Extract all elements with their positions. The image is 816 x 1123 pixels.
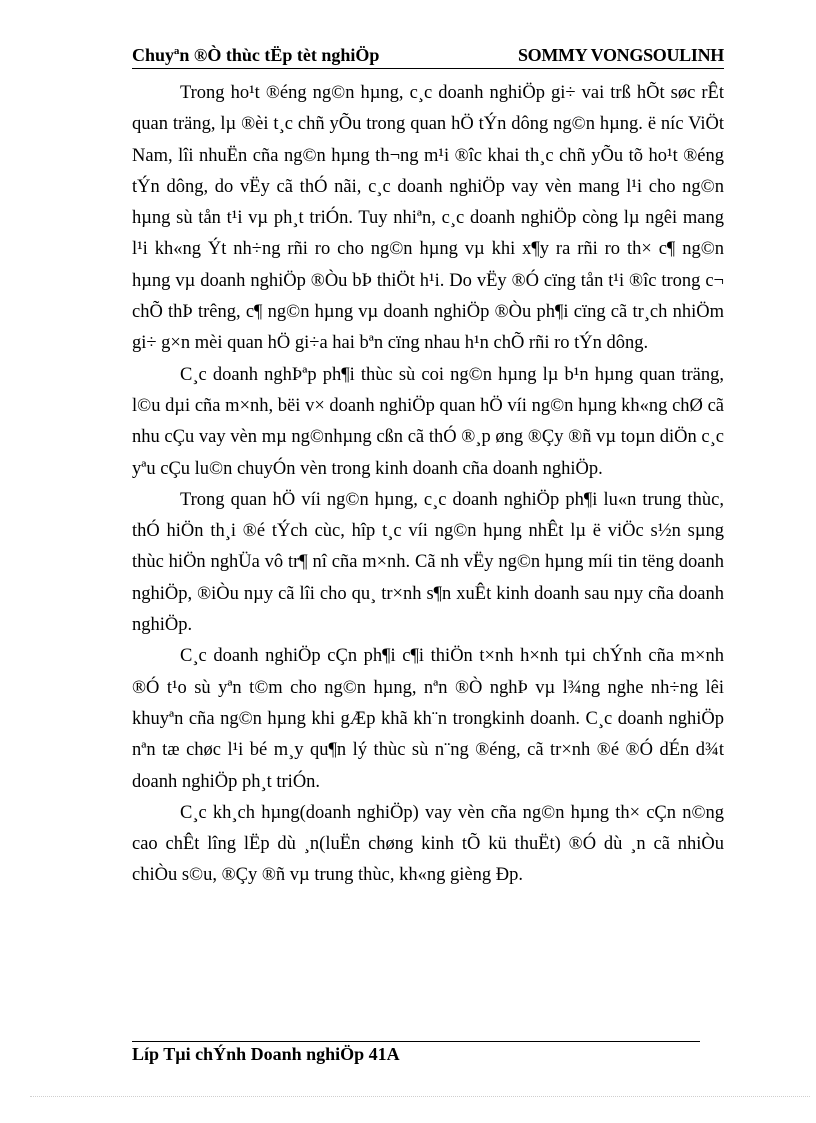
paragraph-2: C¸c doanh nghÞªp ph¶i thùc sù coi ng©n hµng lµ b¹n hµng quan träng, l©u dµi cña m×nh, bëi v× doanh nghiÖp quan hÖ víi ng©n hµng kh«ng chØ cã nhu cÇu vay vèn mµ ng©nhµng cßn cã thÓ ®¸p øng ®Çy ®ñ vµ toµn diÖn c¸c yªu cÇu lu©n chuyÓn vèn trong kinh doanh cña doanh nghiÖp. xyxy=(132,364,724,479)
page-header xyxy=(132,45,724,69)
body-text xyxy=(132,78,724,892)
paragraph-3: Trong quan hÖ víi ng©n hµng, c¸c doanh nghiÖp ph¶i lu«n trung thùc, thÓ hiÖn th¸i ®é tÝch cùc, hîp t¸c víi ng©n hµng nhÊt lµ ë viÖc s½n sµng thùc hiÖn nghÜa vô tr¶ nî cña m×nh. Cã nh vËy ng©n hµng míi tin tëng doanh nghiÖp, ®iÒu nµy cã lîi cho qu¸ tr×nh s¶n xuÊt kinh doanh sau nµy cña doanh nghiÖp. xyxy=(132,489,724,636)
header-title: Chuyªn ®Ò thùc tËp tèt nghiÖp xyxy=(132,45,380,65)
footer-divider xyxy=(132,1041,700,1042)
paragraph-5: C¸c kh¸ch hµng(doanh nghiÖp) vay vèn cña ng©n hµng th× cÇn n©ng cao chÊt lîng lËp dù ¸n(luËn chøng kinh tÕ kü thuËt) ®Ó dù ¸n cã nhiÒu chiÒu s©u, ®Çy ®ñ vµ trung thùc, kh«ng gièng Đp. xyxy=(132,802,724,886)
page-edge-line xyxy=(30,1096,810,1097)
header-author: SOMMY VONGSOULINH xyxy=(517,45,724,65)
paragraph-1: Trong ho¹t ®éng ng©n hµng, c¸c doanh nghiÖp gi÷ vai trß hÕt søc rÊt quan träng, lµ ®èi t¸c chñ yÕu trong quan hÖ tÝn dông ng©n hµng. ë níc ViÖt Nam, lîi nhuËn cña ng©n hµng th¬ng m¹i ®îc khai th¸c chñ yÕu tõ ho¹t ®éng tÝn dông, do vËy cã thÓ nãi, c¸c doanh nghiÖp vay vèn mang l¹i cho ng©n hµng sù tån t¹i vµ ph¸t triÓn. Tuy nhiªn, c¸c doanh nghiÖp còng lµ ngêi mang l¹i kh«ng Ýt nh÷ng rñi ro cho ng©n hµng vµ khi x¶y ra rñi ro th× c¶ ng©n hµng vµ doanh nghiÖp ®Òu bÞ thiÖt h¹i. Do vËy ®Ó cïng tån t¹i ®îc trong c¬ chÕ thÞ trêng, c¶ ng©n hµng vµ doanh nghiÖp ®Òu ph¶i cïng cã tr¸ch nhiÖm gi÷ g×n mèi quan hÖ gi÷a hai bªn cïng nhau h¹n chÕ rñi ro tÝn dông. xyxy=(132,83,724,354)
page-footer: Líp Tµi chÝnh Doanh nghiÖp 41A xyxy=(132,1044,400,1064)
paragraph-4: C¸c doanh nghiÖp cÇn ph¶i c¶i thiÖn t×nh h×nh tµi chÝnh cña m×nh ®Ó t¹o sù yªn t©m cho ng©n hµng, nªn ®Ò nghÞ vµ l¾ng nghe nh÷ng lêi khuyªn cña ng©n hµng khi gÆp khã kh¨n trongkinh doanh. C¸c doanh nghiÖp nªn tæ chøc l¹i bé m¸y qu¶n lý thùc sù n¨ng ®éng, cã tr×nh ®é ®Ó dÉn d¾t doanh nghiÖp ph¸t triÓn. xyxy=(132,646,724,792)
header-divider xyxy=(132,68,724,69)
